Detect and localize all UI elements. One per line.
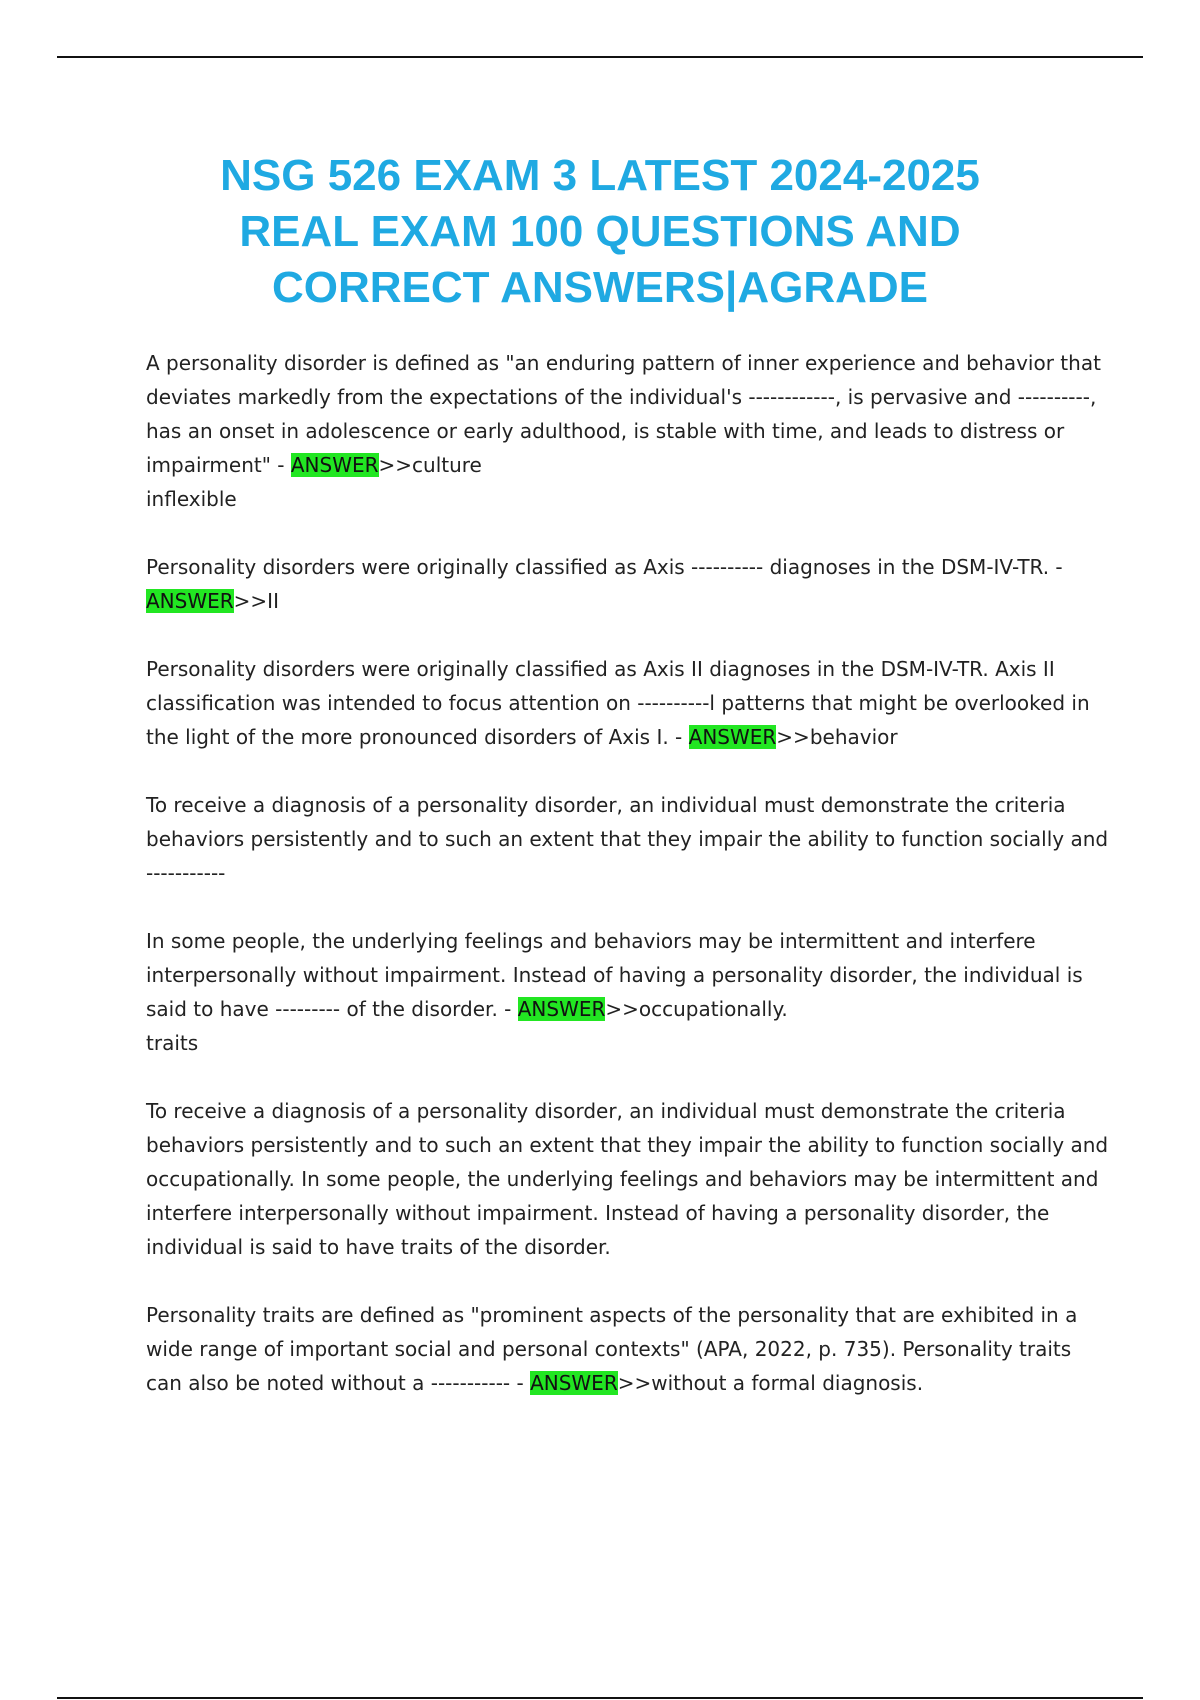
question-line: occupationally. In some people, the underlying feelings and behaviors may be intermittent and: [146, 1167, 1099, 1191]
question-line: has an onset in adolescence or early adulthood, is stable with time, and leads to distress or: [146, 419, 1065, 443]
answer-line: [146, 1366, 1096, 1400]
answer-text: >>behavior: [776, 725, 898, 749]
question-list: [146, 346, 1109, 1434]
answer-continuation: inflexible: [146, 487, 237, 511]
top-divider: [57, 56, 1143, 58]
title-line: REAL EXAM 100 QUESTIONS AND: [239, 207, 961, 256]
question-line: wide range of important social and personal contexts" (APA, 2022, p. 735). Personality traits: [146, 1337, 1072, 1361]
question-line: behaviors persistently and to such an extent that they impair the ability to function socially and: [146, 827, 1109, 851]
question-item: [146, 924, 1096, 1060]
question-line: Personality disorders were originally classified as Axis II diagnoses in the DSM-IV-TR. Axis II: [146, 657, 1055, 681]
question-line: classification was intended to focus attention on ----------l patterns that might be overlooked in: [146, 691, 1090, 715]
question-item: [146, 788, 1109, 890]
question-item: [146, 1094, 1109, 1264]
answer-highlight: ANSWER: [530, 1371, 618, 1395]
document-title: [120, 148, 1080, 316]
answer-line: [146, 448, 1096, 482]
question-item: [146, 1298, 1096, 1400]
answer-text: >>occupationally.: [605, 997, 788, 1021]
question-text: impairment" -: [146, 453, 291, 477]
question-line: Personality traits are defined as "prominent aspects of the personality that are exhibited in a: [146, 1303, 1078, 1327]
answer-highlight: ANSWER: [517, 997, 606, 1021]
question-line: behaviors persistently and to such an extent that they impair the ability to function socially and: [146, 1133, 1109, 1157]
answer-line: [146, 992, 1096, 1026]
question-text: can also be noted without a ----------- -: [146, 1371, 531, 1395]
question-text: the light of the more pronounced disorders of Axis I. -: [146, 725, 689, 749]
question-text: said to have --------- of the disorder. -: [146, 997, 518, 1021]
question-line: individual is said to have traits of the disorder.: [146, 1235, 611, 1259]
question-line: -----------: [146, 861, 226, 885]
answer-highlight: ANSWER: [688, 725, 777, 749]
question-line: In some people, the underlying feelings and behaviors may be intermittent and interfere: [146, 929, 1036, 953]
question-item: [146, 346, 1101, 516]
answer-highlight: ANSWER: [146, 589, 234, 613]
question-line: To receive a diagnosis of a personality disorder, an individual must demonstrate the criteria: [146, 793, 1066, 817]
question-item: [146, 550, 1096, 618]
title-line: NSG 526 EXAM 3 LATEST 2024-2025: [220, 151, 980, 200]
answer-text: >>culture: [378, 453, 482, 477]
answer-text: >>II: [233, 589, 279, 613]
question-line: deviates markedly from the expectations of the individual's ------------, is pervasive and ----------,: [146, 385, 1097, 409]
answer-line: [146, 720, 1096, 754]
title-line: CORRECT ANSWERS|AGRADE: [271, 263, 929, 312]
question-line: Personality disorders were originally classified as Axis ---------- diagnoses in the DSM-IV-TR. -: [146, 555, 1063, 579]
answer-text: >>without a formal diagnosis.: [617, 1371, 924, 1395]
bottom-divider: [57, 1697, 1143, 1699]
question-item: [146, 652, 1096, 754]
question-line: interpersonally without impairment. Instead of having a personality disorder, the individual is: [146, 963, 1083, 987]
answer-highlight: ANSWER: [290, 453, 379, 477]
answer-continuation: traits: [146, 1031, 199, 1055]
question-line: To receive a diagnosis of a personality disorder, an individual must demonstrate the criteria: [146, 1099, 1066, 1123]
question-line: A personality disorder is defined as "an enduring pattern of inner experience and behavior that: [146, 351, 1101, 375]
question-line: interfere interpersonally without impairment. Instead of having a personality disorder, the: [146, 1201, 1050, 1225]
answer-line: [146, 584, 1096, 618]
